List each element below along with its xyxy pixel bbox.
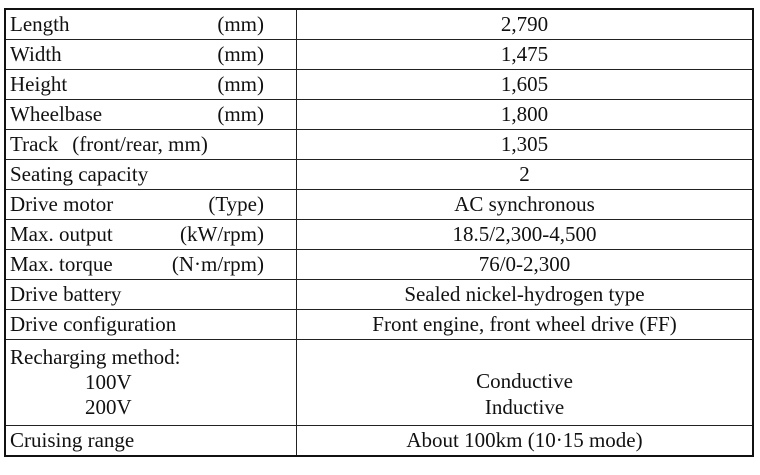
unit-text: (Type) (208, 192, 264, 216)
table-row (5, 100, 753, 130)
row-value: 1,605 (297, 70, 754, 100)
table-row (5, 160, 753, 190)
row-value: AC synchronous (297, 190, 754, 220)
row-label (5, 280, 297, 310)
unit-text: (mm) (217, 102, 264, 126)
row-label (5, 220, 297, 250)
label-text: Drive configuration (10, 312, 177, 336)
row-label (5, 250, 297, 280)
row-value: Front engine, front wheel drive (FF) (297, 310, 754, 340)
row-value (297, 340, 754, 426)
label-text: Recharging method: (10, 344, 181, 369)
unit-text: (mm) (217, 42, 264, 66)
unit-text: (front/rear, mm) (72, 132, 208, 156)
row-value: 1,475 (297, 40, 754, 70)
table-row (5, 70, 753, 100)
row-value: 1,305 (297, 130, 754, 160)
row-label: Cruising range (5, 426, 297, 457)
row-value: About 100km (10·15 mode) (297, 426, 754, 457)
label-text: Wheelbase (10, 102, 103, 126)
row-value: Sealed nickel-hydrogen type (297, 280, 754, 310)
table-row (5, 426, 753, 457)
spec-table (4, 8, 754, 457)
row-value: 18.5/2,300-4,500 (297, 220, 754, 250)
row-label (5, 310, 297, 340)
table-row (5, 220, 753, 250)
table-row (5, 250, 753, 280)
label-text: Seating capacity (10, 162, 149, 186)
method-inductive: Inductive (484, 394, 565, 419)
voltage-200v: 200V (85, 395, 132, 420)
row-value: 1,800 (297, 100, 754, 130)
row-label (5, 340, 297, 426)
row-label (5, 130, 297, 160)
table-row (5, 190, 753, 220)
label-text: Length (10, 12, 70, 36)
row-label (5, 190, 297, 220)
row-label (5, 70, 297, 100)
table-row (5, 40, 753, 70)
unit-text: (N·m/rpm) (171, 252, 264, 276)
row-label (5, 9, 297, 40)
label-text: Width (10, 42, 62, 66)
table-row (5, 130, 753, 160)
voltage-100v: 100V (85, 369, 132, 394)
label-text: Max. output (10, 222, 113, 246)
table-row (5, 9, 753, 40)
label-text: Height (10, 72, 68, 96)
label-text: Drive battery (10, 282, 122, 306)
row-label (5, 100, 297, 130)
table-row (5, 280, 753, 310)
method-conductive: Conductive (476, 369, 573, 394)
row-value: 2 (297, 160, 754, 190)
row-label (5, 160, 297, 190)
label-text: Drive motor (10, 192, 114, 216)
label-text: Track (10, 132, 59, 156)
unit-text: (mm) (217, 12, 264, 36)
unit-text: (mm) (217, 72, 264, 96)
unit-text: (kW/rpm) (180, 222, 264, 246)
table-row (5, 310, 753, 340)
label-text: Max. torque (10, 252, 113, 276)
row-value: 2,790 (297, 9, 754, 40)
row-label (5, 40, 297, 70)
row-value: 76/0-2,300 (297, 250, 754, 280)
table-row-recharging (5, 340, 753, 426)
